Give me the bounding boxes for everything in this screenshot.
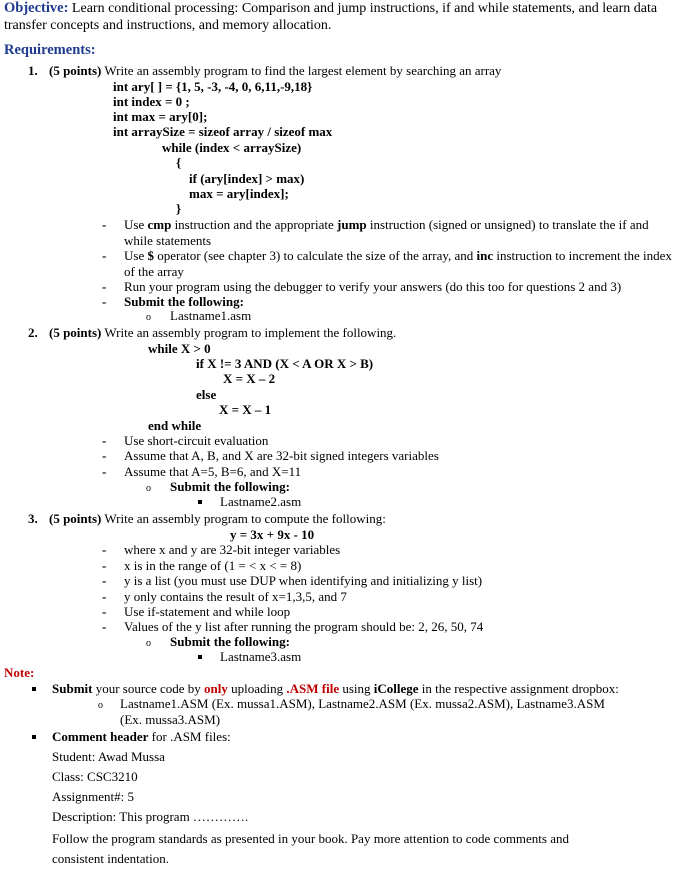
dash-bullet: -	[102, 558, 107, 573]
requirements-heading: Requirements:	[4, 42, 96, 58]
circle-bullet: o	[146, 638, 151, 649]
q3-bullet: x is in the range of (1 = < x < = 8)	[124, 558, 302, 573]
q2-code-line: X = X – 2	[223, 371, 276, 386]
q1-code-line: max = ary[index];	[189, 186, 289, 201]
question-1-points: (5 points)	[49, 63, 102, 78]
dash-bullet: -	[102, 604, 107, 619]
question-3-number: 3.	[28, 511, 38, 526]
note-submit-line: Submit your source code by only uploading .ASM file using iCollege in the respective assignment dropbox:	[52, 681, 619, 696]
q1-code-line: }	[176, 201, 182, 216]
q2-code-line: X = X – 1	[219, 402, 272, 417]
circle-bullet: o	[146, 483, 151, 494]
q1-submit-label: Submit the following:	[124, 294, 244, 309]
header-class: Class: CSC3210	[52, 769, 138, 784]
objective-label: Objective:	[4, 0, 69, 16]
question-1-text: Write an assembly program to find the largest element by searching an array	[104, 63, 502, 78]
dash-bullet: -	[102, 619, 107, 634]
question-2-points: (5 points)	[49, 325, 102, 340]
objective-text: Learn conditional processing: Comparison and jump instructions, if and while statements, and learn data transfer concepts and instructions, and memory allocation.	[4, 1, 658, 33]
q1-bullet-dollar: Use $ operator (see chapter 3) to calculate the size of the array, and inc instruction to increment the index of the array	[124, 248, 672, 279]
objective	[4, 0, 674, 34]
dash-bullet: -	[102, 279, 107, 294]
dash-bullet: -	[102, 542, 107, 557]
q2-bullet: Use short-circuit evaluation	[124, 433, 269, 448]
q3-equation: y = 3x + 9x - 10	[230, 527, 315, 542]
question-1	[28, 63, 501, 79]
question-3-points: (5 points)	[49, 511, 102, 526]
dash-bullet: -	[102, 248, 107, 263]
q2-code-line: end while	[148, 418, 202, 433]
q1-code-line: int ary[ ] = {1, 5, -3, -4, 0, 6,11,-9,18}	[113, 79, 313, 94]
q2-bullet: Assume that A, B, and X are 32-bit signed integers variables	[124, 448, 439, 463]
q1-code-line: int index = 0 ;	[113, 94, 190, 109]
question-2	[28, 325, 396, 341]
question-3-text: Write an assembly program to compute the following:	[104, 511, 386, 526]
square-bullet	[198, 655, 202, 659]
q3-submit-label: Submit the following:	[170, 634, 290, 649]
q1-code-line: int max = ary[0];	[113, 109, 208, 124]
q3-bullet: where x and y are 32-bit integer variables	[124, 542, 341, 557]
q2-file: Lastname2.asm	[220, 494, 302, 509]
q3-file: Lastname3.asm	[220, 649, 302, 664]
circle-bullet: o	[98, 700, 103, 711]
dash-bullet: -	[102, 573, 107, 588]
dash-bullet: -	[102, 464, 107, 479]
dash-bullet: -	[102, 589, 107, 604]
q1-code-line: int arraySize = sizeof array / sizeof max	[113, 124, 333, 139]
q2-code-line: while X > 0	[148, 341, 211, 356]
header-assignment: Assignment#: 5	[52, 789, 134, 804]
question-1-number: 1.	[28, 63, 38, 78]
q1-file: Lastname1.asm	[170, 308, 252, 323]
comment-header-line: Comment header for .ASM files:	[52, 729, 231, 744]
q1-bullet-debugger: Run your program using the debugger to verify your answers (do this too for questions 2 and 3)	[124, 279, 622, 294]
q3-bullet: y only contains the result of x=1,3,5, and 7	[124, 589, 347, 604]
q2-bullet: Assume that A=5, B=6, and X=11	[124, 464, 302, 479]
q1-code-line: if (ary[index] > max)	[189, 171, 305, 186]
circle-bullet: o	[146, 312, 151, 323]
q2-code-line: if X != 3 AND (X < A OR X > B)	[196, 356, 374, 371]
q3-bullet: y is a list (you must use DUP when identifying and initializing y list)	[124, 573, 483, 588]
square-bullet	[32, 735, 36, 739]
square-bullet	[198, 500, 202, 504]
question-2-number: 2.	[28, 325, 38, 340]
q1-code-line: {	[176, 155, 182, 170]
q2-submit-label: Submit the following:	[170, 479, 290, 494]
square-bullet	[32, 687, 36, 691]
dash-bullet: -	[102, 294, 107, 309]
q2-code-line: else	[196, 387, 217, 402]
header-description: Description: This program ………….	[52, 809, 249, 824]
dash-bullet: -	[102, 448, 107, 463]
q1-code-line: while (index < arraySize)	[162, 140, 302, 155]
q3-bullet: Values of the y list after running the program should be: 2, 26, 50, 74	[124, 619, 484, 634]
q1-bullet-cmp: Use cmp instruction and the appropriate jump instruction (signed or unsigned) to translate the if and while statements	[124, 217, 649, 248]
note-files-line: Lastname1.ASM (Ex. mussa1.ASM), Lastname2.ASM (Ex. mussa2.ASM), Lastname3.ASM (Ex. mussa3.ASM)	[120, 696, 605, 727]
dash-bullet: -	[102, 217, 107, 232]
question-3	[28, 511, 386, 527]
question-2-text: Write an assembly program to implement the following.	[104, 325, 397, 340]
dash-bullet: -	[102, 433, 107, 448]
program-standards-note: Follow the program standards as presented in your book. Pay more attention to code comments and consistent indentation.	[52, 831, 569, 866]
header-student: Student: Awad Mussa	[52, 749, 165, 764]
note-label: Note:	[4, 665, 35, 680]
q3-bullet: Use if-statement and while loop	[124, 604, 291, 619]
